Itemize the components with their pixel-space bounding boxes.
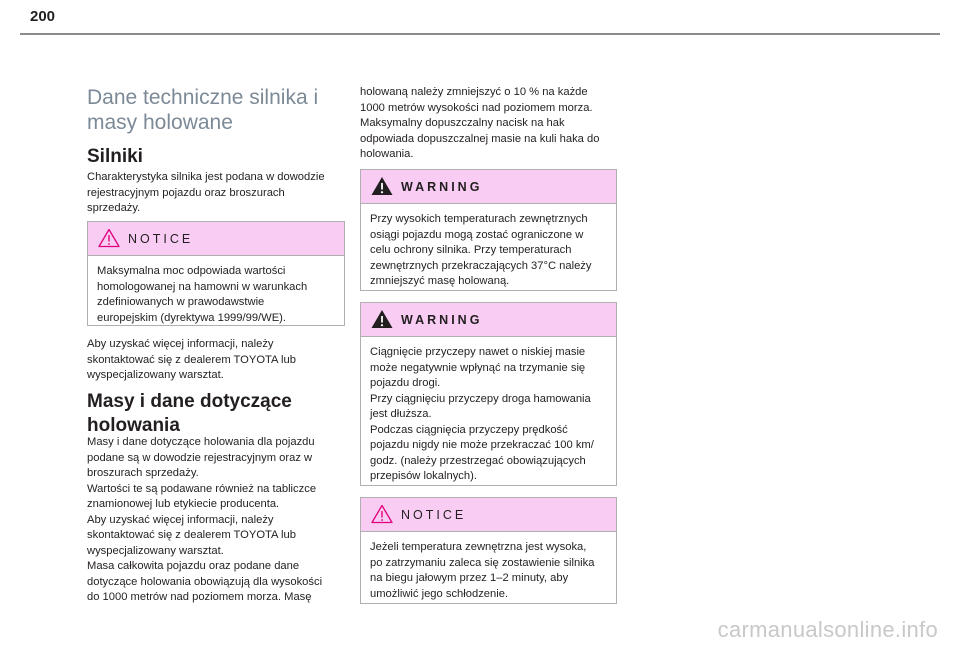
section-heading-engines: Silniki	[87, 146, 143, 167]
warning-header	[361, 170, 616, 204]
notice-box-cooling	[360, 497, 617, 604]
warning-label: WARNING	[401, 313, 483, 327]
notice-header	[361, 498, 616, 532]
notice-box-power	[87, 221, 345, 326]
towing-paragraph: Masy i dane dotyczące holowania dla pojazdu podane są w dowodzie rejestracyjnym oraz w broszurach sprzedaży. Wartości te są podawane również na tabliczce znamionowej lub etykiecie producenta. Aby uzyskać więcej informacji, należy skontaktować się z dealerem TOYOTA lub wyspecjalizowany warsztat. Masa całkowita pojazdu oraz podane dane dotyczące holowania obowiązują dla wysokości do 1000 metrów nad poziomem morza. Masę	[87, 436, 323, 603]
warning-triangle-icon	[371, 309, 393, 329]
warning-text: Ciągnięcie przyczepy nawet o niskiej masie może negatywnie wpłynąć na trzymanie się pojazdu drogi. Przy ciągnięciu przyczepy droga hamowania jest dłuższa. Podczas ciągnięcia przyczepy prędkość pojazdu nigdy nie może przekraczać 100 km/ godz. (należy przestrzegać obowiązujących przepisów lokalnych).	[370, 346, 594, 482]
notice-text: Jeżeli temperatura zewnętrzna jest wysoka, po zatrzymaniu zaleca się zostawienie silnika na biegu jałowym przez 1–2 minuty, aby umożliwić jego schłodzenie.	[370, 541, 595, 600]
warning-text: Przy wysokich temperaturach zewnętrznych osiągi pojazdu mogą zostać ograniczone w celu ochrony silnika. Przy temperaturach zewnętrznych przekraczających 37°C należy zmniejszyć masę holowaną.	[370, 213, 592, 287]
notice-label: NOTICE	[128, 232, 194, 246]
warning-header	[361, 303, 616, 337]
warning-label: WARNING	[401, 180, 483, 194]
section-heading-towing: Masy i dane dotyczące holowania	[87, 391, 292, 436]
page-number: 200	[30, 8, 56, 25]
notice-text: Maksymalna moc odpowiada wartości homologowanej na hamowni w warunkach zdefiniowanych w prawodawstwie europejskim (dyrektywa 1999/99/WE).	[97, 265, 308, 324]
notice-header	[88, 222, 344, 256]
watermark: carmanualsonline.info	[717, 617, 938, 642]
page-title: Dane techniczne silnika i masy holowane	[87, 86, 319, 134]
notice-label: NOTICE	[401, 508, 467, 522]
engines-paragraph: Charakterystyka silnika jest podana w dowodzie rejestracyjnym pojazdu oraz broszurach sprzedaży.	[87, 171, 325, 214]
warning-triangle-icon	[371, 176, 393, 196]
towing-paragraph-continued: holowaną należy zmniejszyć o 10 % na każde 1000 metrów wysokości nad poziomem morza. Maksymalny dopuszczalny nacisk na hak odpowiada dopuszczalnej masie na kuli haka do holowania.	[360, 86, 600, 160]
header-divider	[20, 33, 940, 35]
notice-triangle-icon	[98, 228, 120, 248]
warning-box-temperature	[360, 169, 617, 291]
warning-box-trailer	[360, 302, 617, 486]
notice-triangle-icon	[371, 504, 393, 524]
contact-dealer-paragraph: Aby uzyskać więcej informacji, należy skontaktować się z dealerem TOYOTA lub wyspecjalizowany warsztat.	[87, 338, 296, 381]
